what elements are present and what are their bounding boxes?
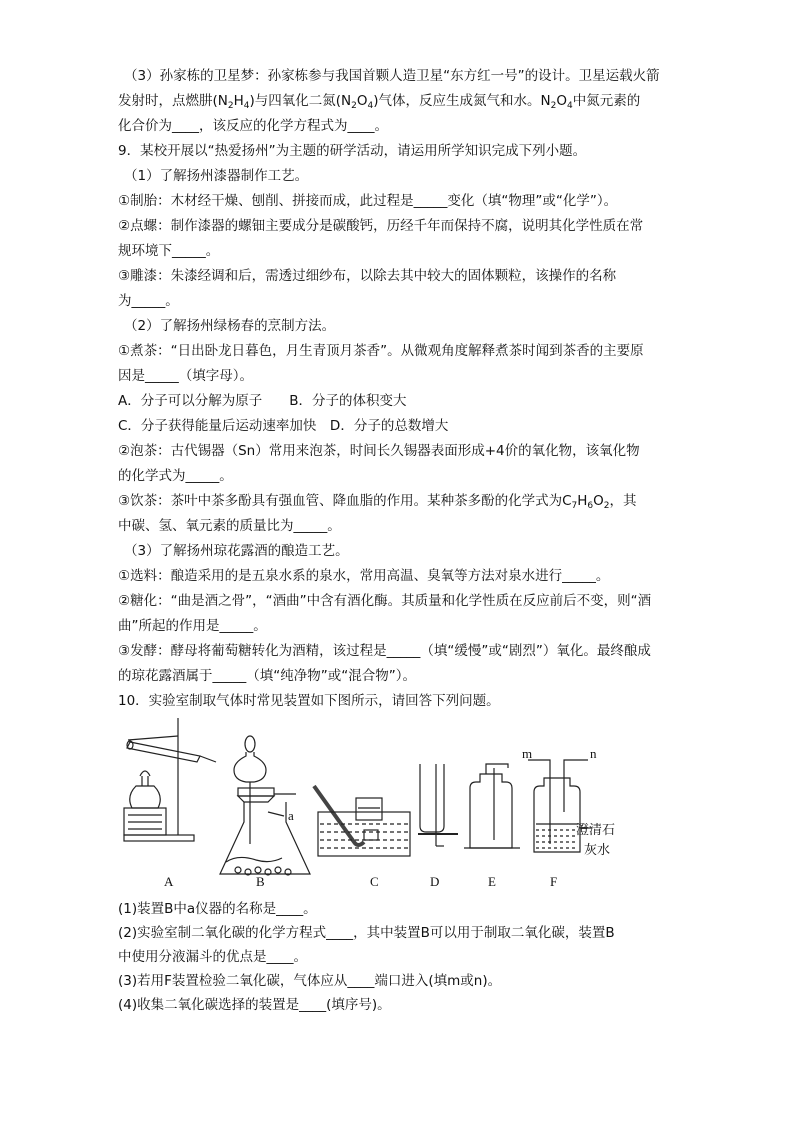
lab-apparatus-figure <box>118 712 678 897</box>
label-lime-water-2: 灰水 <box>584 843 611 858</box>
label-C: C <box>370 874 379 889</box>
apparatus-f <box>528 760 592 852</box>
q9-s1-b1: ②点螺：制作漆器的螺钿主要成分是碳酸钙，历经千年而保持不腐，说明其化学性质在常 <box>118 218 644 234</box>
q10-q2-line2: 中使用分液漏斗的优点是____。 <box>118 949 307 965</box>
q9-s2-title: （2）了解扬州绿杨春的烹制方法。 <box>124 318 336 334</box>
q10-q4: (4)收集二氧化碳选择的装置是____(填序号)。 <box>118 997 391 1013</box>
q9-title: 9．某校开展以“热爱扬州”为主题的研学活动，请运用所学知识完成下列小题。 <box>118 143 587 159</box>
q10-q1: (1)装置B中a仪器的名称是____。 <box>118 901 317 917</box>
q9-s3-c1: ③发酵：酵母将葡萄糖转化为酒精，该过程是_____（填“缓慢”或“剧烈”）氧化。最终酿成 <box>118 643 651 659</box>
label-lime-water-1: 澄清石 <box>576 823 616 838</box>
q9-s2-c1: ③饮茶：茶叶中茶多酚具有强血管、降血脂的作用。某种茶多酚的化学式为$C_7H_6O_2$，其 <box>118 493 637 511</box>
q9-option-ab: A．分子可以分解为原子 B．分子的体积变大 <box>118 393 407 409</box>
q9-s1-title: （1）了解扬州漆器制作工艺。 <box>124 168 309 184</box>
q10-q3: (3)若用F装置检验二氧化碳，气体应从____端口进入(填m或n)。 <box>118 973 502 989</box>
q9-s2-a2: 因是_____（填字母）。 <box>118 368 253 384</box>
q10-title: 10．实验室制取气体时常见装置如下图所示，请回答下列问题。 <box>118 693 500 709</box>
apparatus-c <box>314 786 410 856</box>
label-D: D <box>430 874 440 889</box>
q9-s2-c2: 中碳、氢、氧元素的质量比为_____。 <box>118 518 341 534</box>
q9-s1-b2: 规环境下_____。 <box>118 243 220 259</box>
q10-q2-line1: (2)实验室制二氧化碳的化学方程式____，其中装置B可以用于制取二氧化碳，装置B <box>118 925 615 941</box>
q9-s1-c2: 为_____。 <box>118 293 179 309</box>
q9-option-cd: C．分子获得能量后运动速率加快 D．分子的总数增大 <box>118 418 449 434</box>
apparatus-d <box>418 764 458 846</box>
label-m: m <box>522 746 533 761</box>
q9-s2-a1: ①煮茶：“日出卧龙日暮色，月生青顶月茶香”。从微观角度解释煮茶时闻到茶香的主要原 <box>118 343 644 359</box>
apparatus-e <box>464 764 520 848</box>
q9-s1-a: ①制胎：木材经干燥、刨削、拼接而成，此过程是_____变化（填“物理”或“化学”）。 <box>118 193 618 209</box>
q9-s3-b2: 曲”所起的作用是_____。 <box>118 618 267 634</box>
q9-s3-title: （3）了解扬州琼花露酒的酿造工艺。 <box>124 543 349 559</box>
q9-s2-b2: 的化学式为_____。 <box>118 468 233 484</box>
q8-3-line3: 化合价为____，该反应的化学方程式为____。 <box>118 118 388 134</box>
q9-s3-a: ①选料：酿造采用的是五泉水系的泉水，常用高温、臭氧等方法对泉水进行_____。 <box>118 568 610 584</box>
q8-3-line1: （3）孙家栋的卫星梦：孙家栋参与我国首颗人造卫星“东方红一号”的设计。卫星运载火箭 <box>124 68 660 84</box>
label-A: A <box>164 874 174 889</box>
label-B: B <box>256 874 265 889</box>
label-a-mark: a <box>288 808 294 823</box>
q9-s3-c2: 的琼花露酒属于_____（填“纯净物”或“混合物”）。 <box>118 668 416 684</box>
q9-s1-c1: ③雕漆：朱漆经调和后，需透过细纱布，以除去其中较大的固体颗粒，该操作的名称 <box>118 268 617 284</box>
apparatus-a <box>124 718 216 841</box>
q9-s3-b1: ②糖化：“曲是酒之骨”，“酒曲”中含有酒化酶。其质量和化学性质在反应前后不变，则“酒 <box>118 593 652 609</box>
q9-s2-b1: ②泡茶：古代锡器（Sn）常用来泡茶，时间长久锡器表面形成+4价的氧化物，该氧化物 <box>118 443 640 459</box>
q8-3-line2: 发射时，点燃肼$(N_2H_4)$与四氧化二氮$(N_2O_4)$气体，反应生成氮气和水。$N_2O_4$中氮元素的 <box>118 93 641 111</box>
label-F: F <box>550 874 558 889</box>
label-n: n <box>590 746 597 761</box>
label-E: E <box>488 874 496 889</box>
apparatus-b <box>220 736 310 875</box>
